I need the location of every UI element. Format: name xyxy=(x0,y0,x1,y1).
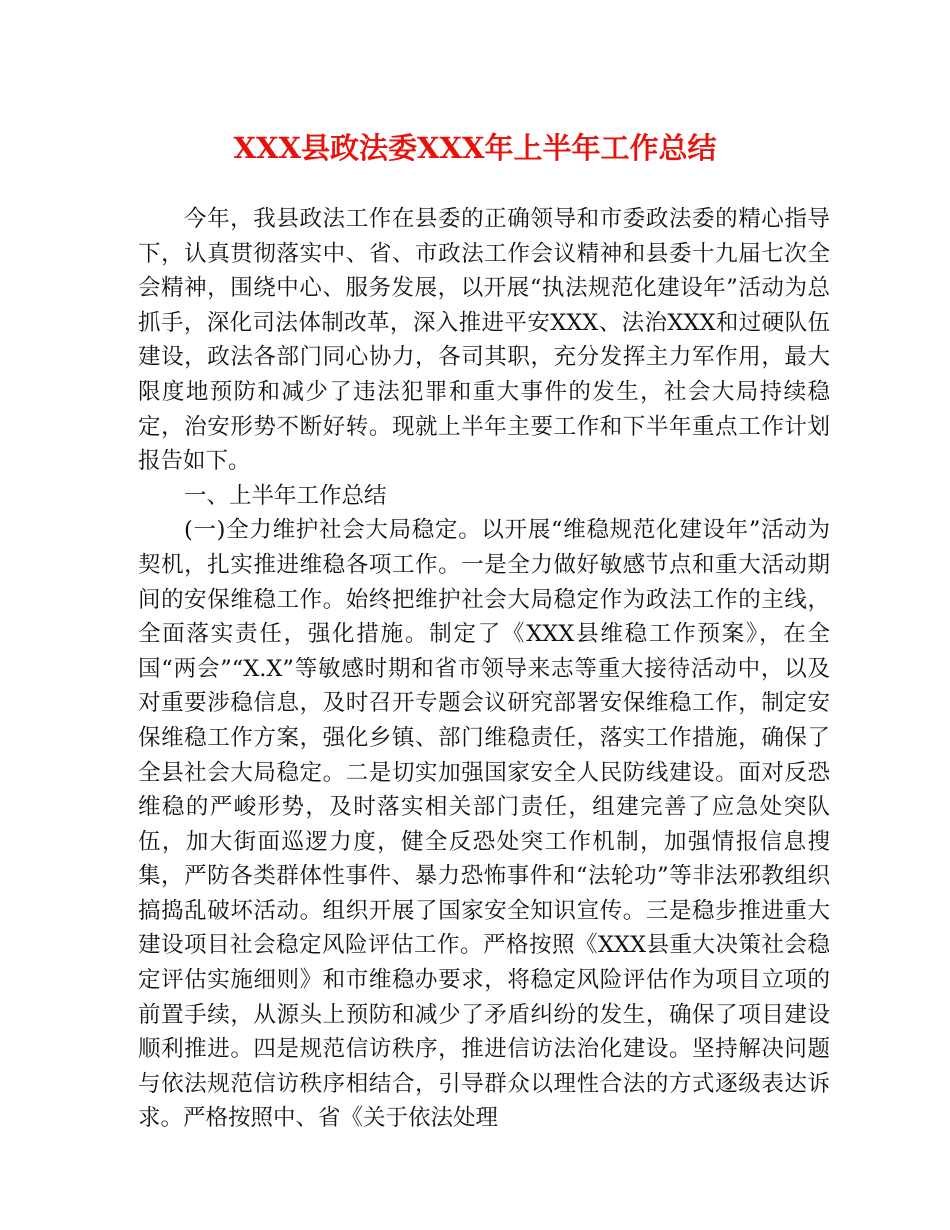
document-body xyxy=(138,202,830,1136)
paragraph-intro: 今年，我县政法工作在县委的正确领导和市委政法委的精心指导下，认真贯彻落实中、省、市政法工作会议精神和县委十九届七次全会精神，围绕中心、服务发展，以开展“执法规范化建设年”活动为总抓手，深化司法体制改革，深入推进平安XXX、法治XXX和过硬队伍建设，政法各部门同心协力，各司其职，充分发挥主力军作用，最大限度地预防和减少了违法犯罪和重大事件的发生，社会大局持续稳定，治安形势不断好转。现就上半年主要工作和下半年重点工作计划报告如下。 xyxy=(138,206,830,475)
document-title: XXX县政法委XXX年上半年工作总结 xyxy=(233,131,717,165)
section-heading: 一、上半年工作总结 xyxy=(184,482,387,509)
paragraph-section-1: (一)全力维护社会大局稳定。以开展“维稳规范化建设年”活动为契机，扎实推进维稳各项工作。一是全力做好敏感节点和重大活动期间的安保维稳工作。始终把维护社会大局稳定作为政法工作的主线，全面落实责任，强化措施。制定了《XXX县维稳工作预案》，在全国“两会”“X.X”等敏感时期和省市领导来志等重大接待活动中，以及对重要涉稳信息，及时召开专题会议研究部署安保维稳工作，制定安保维稳工作方案，强化乡镇、部门维稳责任，落实工作措施，确保了全县社会大局稳定。二是切实加强国家安全人民防线建设。面对反恐维稳的严峻形势，及时落实相关部门责任，组建完善了应急处突队伍，加大街面巡逻力度，健全反恐处突工作机制，加强情报信息搜集，严防各类群体性事件、暴力恐怖事件和“法轮功”等非法邪教组织搞捣乱破坏活动。组织开展了国家安全知识宣传。三是稳步推进重大建设项目社会稳定风险评估工作。严格按照《XXX县重大决策社会稳定评估实施细则》和市维稳办要求，将稳定风险评估作为项目立项的前置手续，从源头上预防和减少了矛盾纠纷的发生，确保了项目建设顺利推进。四是规范信访秩序，推进信访法治化建设。坚持解决问题与依法规范信访秩序相结合，引导群众以理性合法的方式逐级表达诉求。严格按照中、省《关于依法处理 xyxy=(138,517,830,1132)
